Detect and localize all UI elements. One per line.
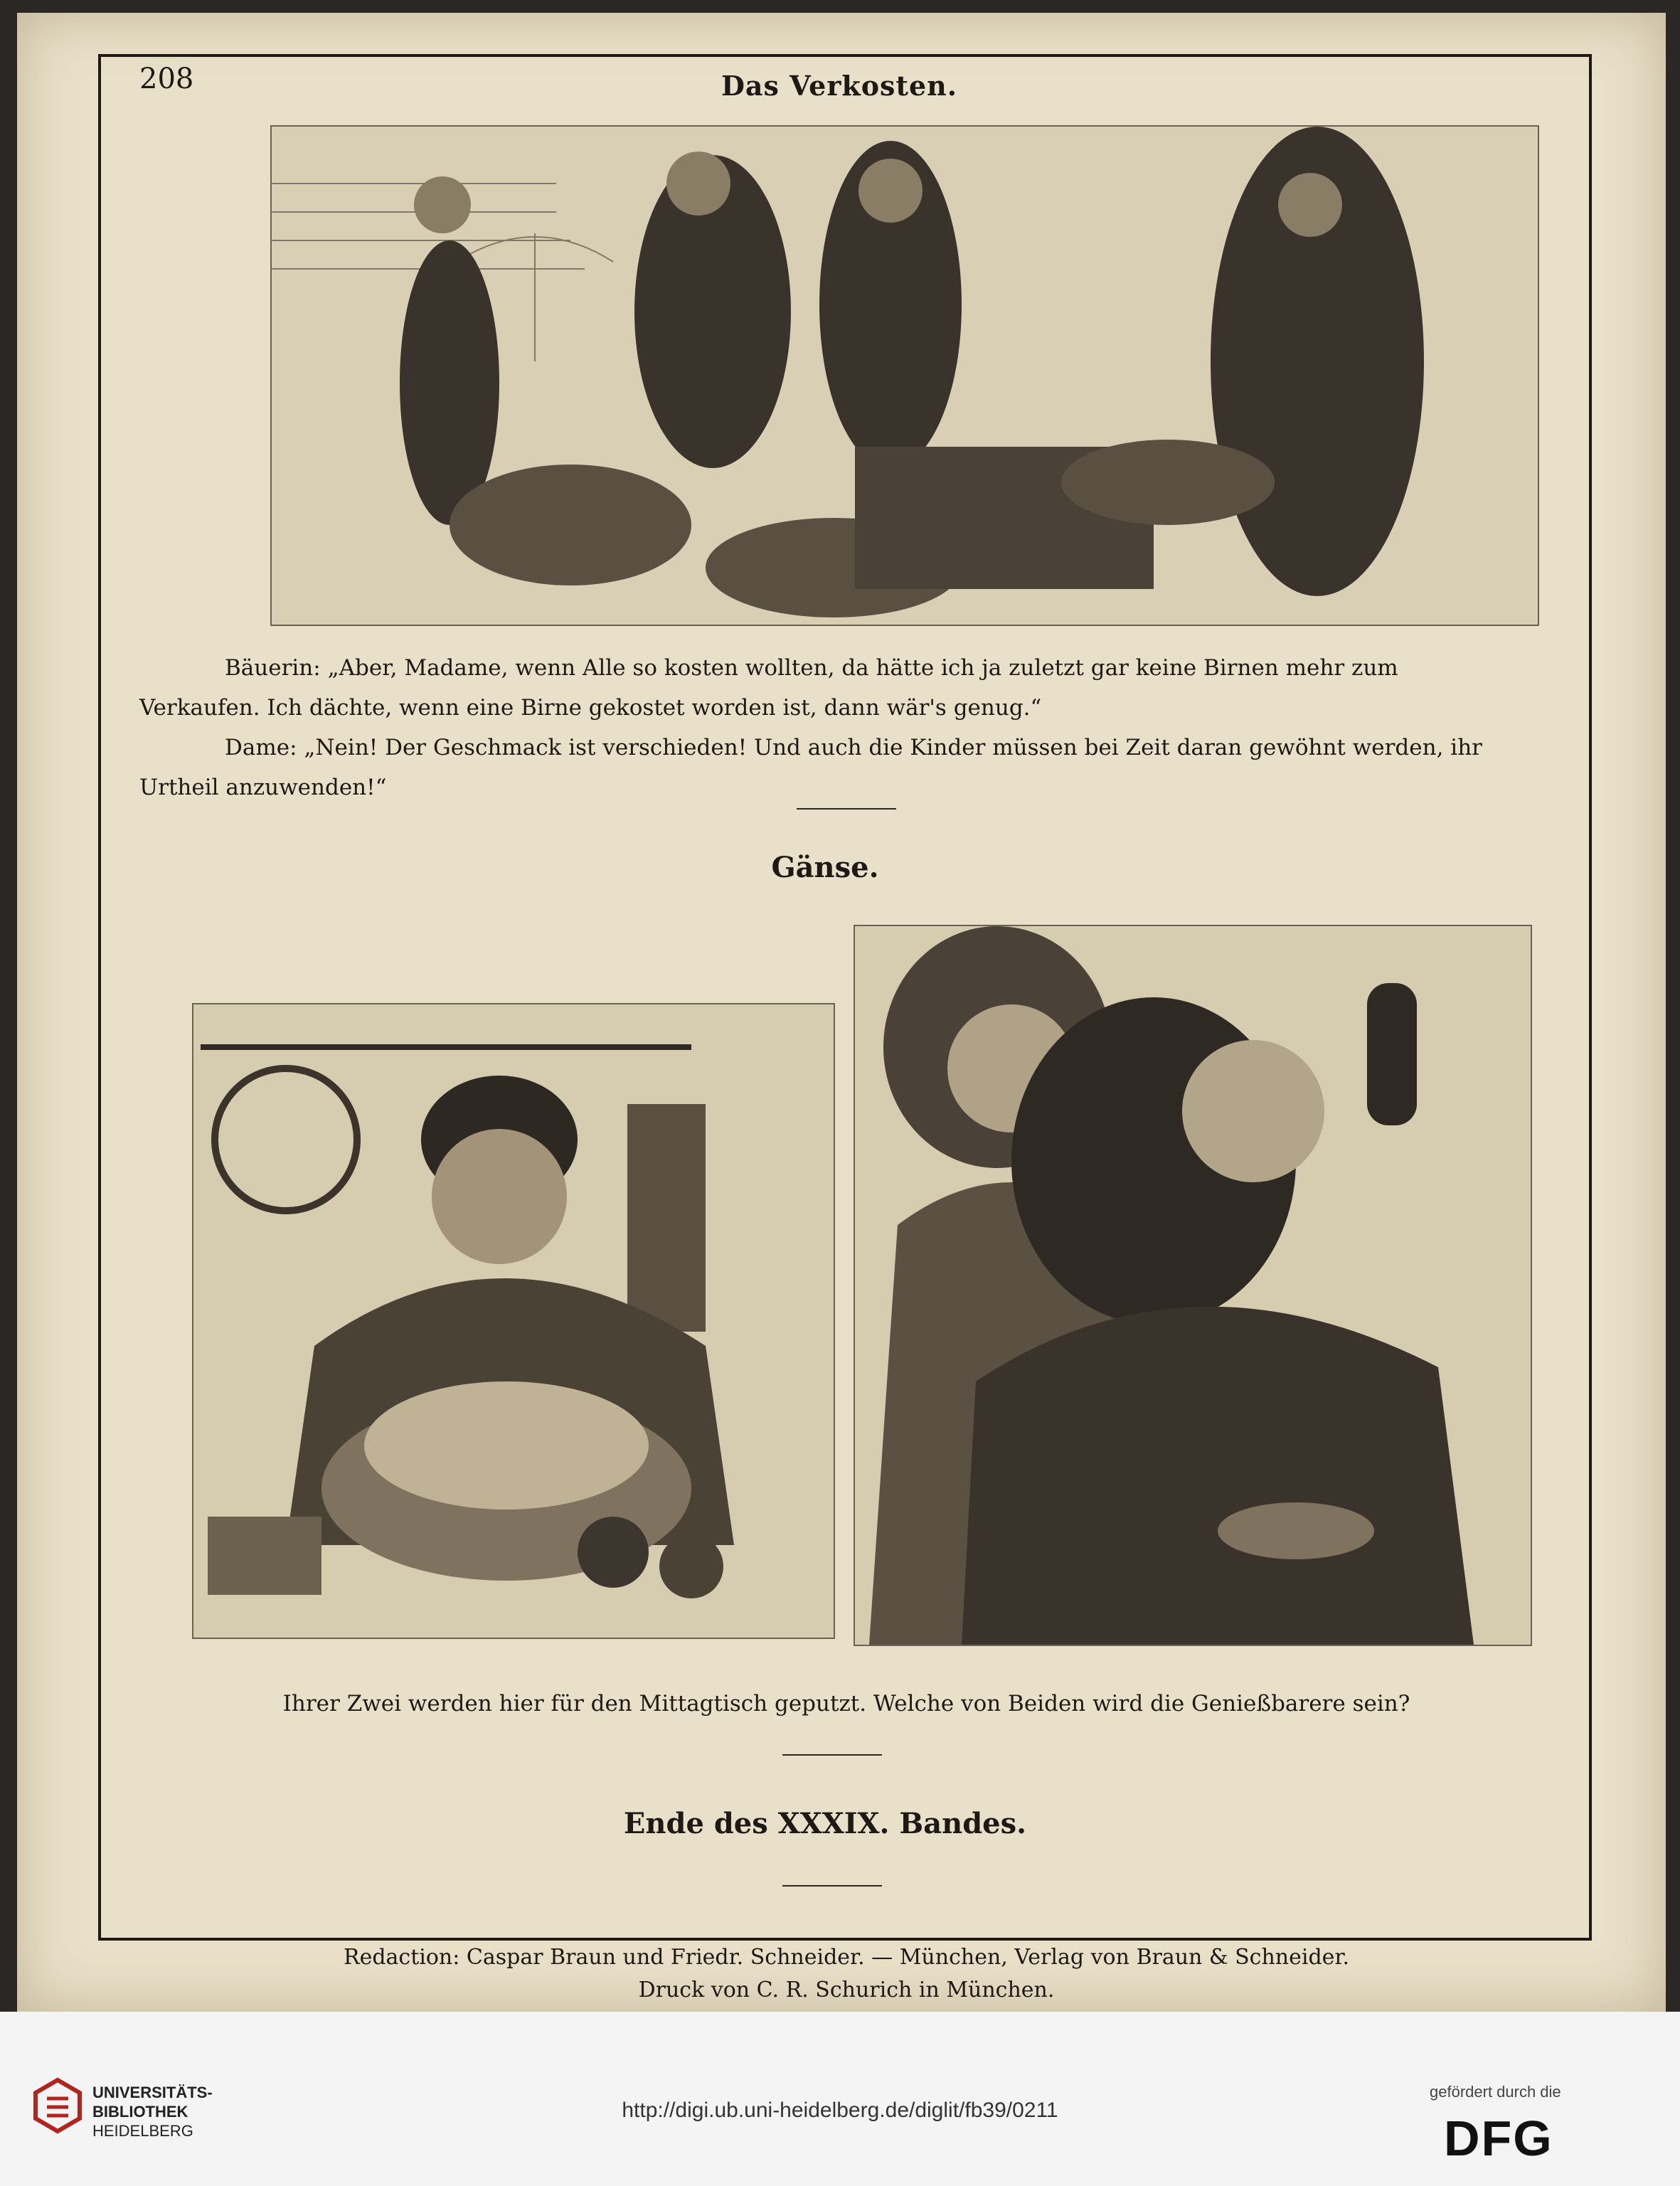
lady-mirror-illustration xyxy=(854,925,1532,1646)
caption-market-line-4: Urtheil anzuwenden!“ xyxy=(139,775,387,800)
section-title: Gänse. xyxy=(771,851,879,884)
source-url-link[interactable]: http://digi.ub.uni-heidelberg.de/diglit/fb39/0211 xyxy=(622,2099,1058,2122)
goose-cook-illustration xyxy=(192,1003,835,1639)
divider-rule xyxy=(797,808,896,810)
caption-market-line-1: Bäuerin: „Aber, Madame, wenn Alle so kosten wollten, da hätte ich ja zuletzt gar keine Birnen mehr zum xyxy=(225,655,1398,681)
caption-market-line-2: Verkaufen. Ich dächte, wenn eine Birne gekostet worden ist, dann wär's genug.“ xyxy=(139,695,1042,721)
caption-market-line-3: Dame: „Nein! Der Geschmack ist verschieden! Und auch die Kinder müssen bei Zeit daran gewöhnt werden, ihr xyxy=(225,735,1482,760)
caption-geese: Ihrer Zwei werden hier für den Mittagtisch geputzt. Welche von Beiden wird die Genießbarere sein? xyxy=(282,1691,1410,1717)
page-number: 208 xyxy=(139,63,194,95)
library-logo-text xyxy=(92,2083,235,2140)
funded-by-label: gefördert durch die xyxy=(1430,2083,1561,2101)
logo-line-2: BIBLIOTHEK xyxy=(92,2103,188,2121)
footer-editors: Redaction: Caspar Braun und Friedr. Schneider. — München, Verlag von Braun & Schneider. xyxy=(343,1945,1350,1970)
end-of-volume: Ende des XXXIX. Bandes. xyxy=(623,1807,1027,1840)
dfg-logo: DFG xyxy=(1444,2111,1553,2166)
footer-printer: Druck von C. R. Schurich in München. xyxy=(638,1978,1055,2002)
university-library-logo-icon xyxy=(33,2077,83,2134)
market-tasting-illustration xyxy=(270,125,1539,626)
divider-rule-2 xyxy=(782,1754,882,1756)
divider-rule-3 xyxy=(782,1885,882,1887)
logo-line-1: UNIVERSITÄTS- xyxy=(92,2084,213,2101)
library-bottom-bar xyxy=(0,2012,1680,2186)
running-title: Das Verkosten. xyxy=(721,70,958,102)
logo-line-3: HEIDELBERG xyxy=(92,2122,193,2140)
